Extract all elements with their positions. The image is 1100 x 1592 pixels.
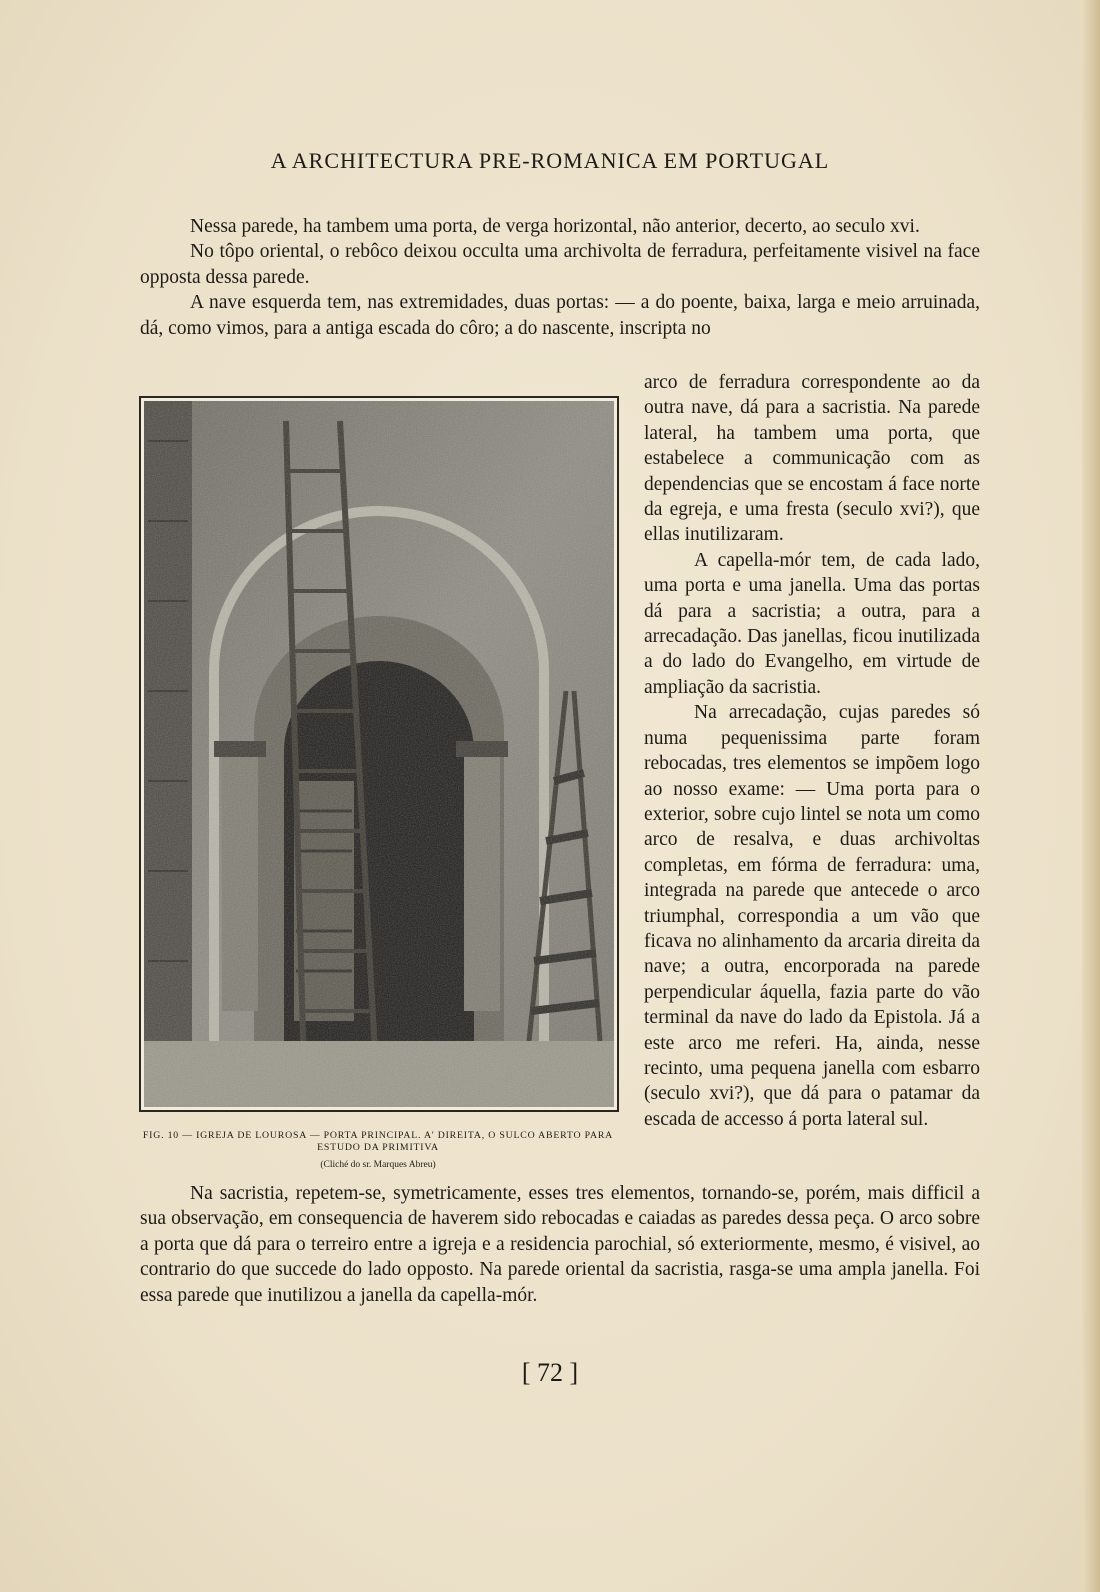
figure-credit: (Cliché do sr. Marques Abreu) (320, 1160, 436, 1170)
figure (139, 396, 617, 1170)
body-text-top (140, 214, 980, 341)
running-head: A ARCHITECTURA PRE-ROMANICA EM PORTUGAL (270, 148, 830, 173)
paragraph: arco de ferradura correspondente ao da outra nave, dá para a sacristia. Na parede lateral, ha tambem uma porta, que estabelece a communicação com as dependencias que se encostam á face norte da egreja, e uma fresta (seculo xvi?), que ellas inutilizaram. (644, 372, 980, 546)
paragraph: A nave esquerda tem, nas extremidades, duas portas: — a do poente, baixa, larga e meio arruinada, dá, como vimos, para a antiga escada do côro; a do nascente, inscripta no (140, 292, 980, 339)
paragraph: Na arrecadação, cujas paredes só numa pequenissima parte foram rebocadas, tres elementos se impõem logo ao nosso exame: — Uma porta para o exterior, sobre cujo lintel se nota um como arco de resalva, e duas archivoltas completas, em fórma de ferradura: uma, integrada na parede que antecede o arco triumphal, correspondia a um vão que ficava no alinhamento da arcaria direita da nave; a outra, encorporada na parede perpendicular áquella, fazia parte do vão terminal da nave do lado da Epistola. Já a este arco me referi. Ha, ainda, nesse recinto, uma pequena janella com esbarro (seculo xvi?), que dá para o patamar da escada de accesso á porta lateral sul. (644, 702, 980, 1130)
figure-caption: FIG. 10 — IGREJA DE LOUROSA — PORTA PRINCIPAL. A' DIREITA, O SULCO ABERTO PARA ESTUDO DA PRIMITIVA (142, 1130, 614, 1153)
paragraph: Na sacristia, repetem-se, symetricamente, esses tres elementos, tornando-se, porém, mais difficil a sua observação, em consequencia de haverem sido rebocadas e caiadas as paredes dessa peça. O arco sobre a porta que dá para o terreiro entre a igreja e a residencia parochial, só exteriormente, mesmo, é visivel, ao contrario do que succede do lado opposto. Na parede oriental da sacristia, rasga-se uma ampla janella. Foi essa parede que inutilizou a janella da capella-mór. (140, 1183, 980, 1306)
paragraph: A capella-mór tem, de cada lado, uma porta e uma janella. Uma das portas dá para a sacristia; a outra, para a arrecadação. Das janellas, ficou inutilizada a do lado do Evangelho, em virtude de ampliação da sacristia. (644, 549, 980, 698)
photo-frame (139, 396, 619, 1112)
body-text-side (644, 370, 980, 1132)
paragraph: Nessa parede, ha tambem uma porta, de verga horizontal, não anterior, decerto, ao seculo xvi. (190, 216, 920, 237)
body-text-bottom (140, 1181, 980, 1308)
page-number: [ 72 ] (521, 1358, 579, 1387)
paragraph: No tôpo oriental, o rebôco deixou occulta uma archivolta de ferradura, perfeitamente visivel na face opposta dessa parede. (140, 241, 980, 288)
page-edge (1082, 0, 1100, 1592)
church-door-photo (144, 401, 614, 1107)
